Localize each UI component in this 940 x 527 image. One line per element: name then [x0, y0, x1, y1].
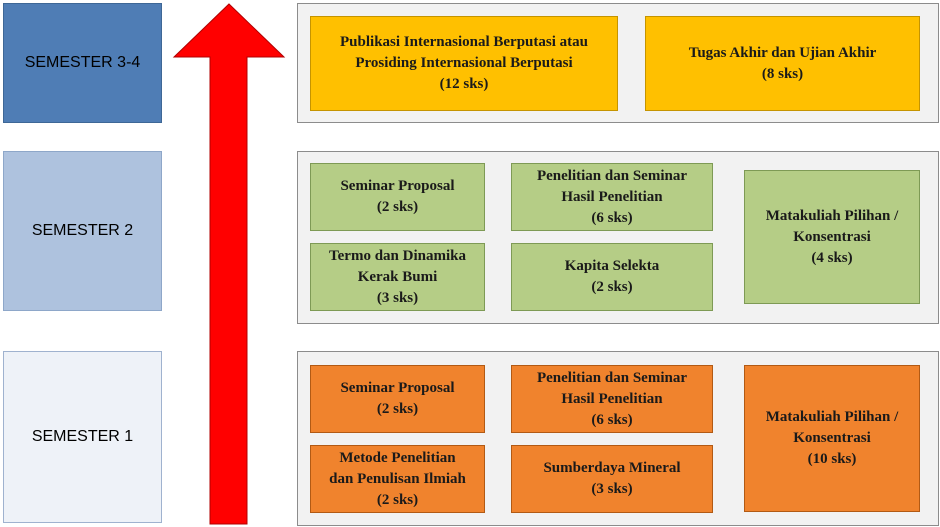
course-title-line: Seminar Proposal: [340, 178, 455, 194]
course-title-line: Metode Penelitian: [339, 449, 456, 466]
course-title-line: Tugas Akhir dan Ujian Akhir: [688, 44, 877, 61]
course-kapita-selekta: [511, 243, 713, 311]
course-title-line: Konsentrasi: [793, 430, 871, 446]
course-publikasi-internasional: [310, 16, 618, 111]
semester-3-4-label: [3, 3, 162, 123]
course-matakuliah-pilihan: [744, 365, 920, 512]
course-sumberdaya-mineral: [511, 445, 713, 513]
course-title-line: Kapita Selekta: [564, 258, 660, 274]
course-title-line: dan Penulisan Ilmiah: [329, 470, 466, 487]
course-credits: (12 sks): [439, 76, 489, 92]
semester-1-text: SEMESTER 1: [31, 428, 134, 445]
course-title-line: Publikasi Internasional Berputasi atau: [340, 34, 588, 50]
course-seminar-proposal: [310, 365, 485, 433]
course-tugas-akhir: [645, 16, 920, 111]
course-credits: (10 sks): [807, 451, 857, 467]
course-title-line: Sumberdaya Mineral: [543, 460, 681, 476]
course-credits: (6 sks): [591, 411, 633, 428]
course-penelitian-seminar: [511, 365, 713, 433]
progression-arrow-icon: [172, 3, 286, 525]
course-penelitian-seminar: [511, 163, 713, 231]
course-seminar-proposal: [310, 163, 485, 231]
arrow-shape: [174, 4, 284, 524]
course-credits: (3 sks): [591, 481, 633, 497]
course-title-line: Seminar Proposal: [340, 380, 455, 396]
semester-3-4-panel: [297, 3, 939, 123]
course-credits: (3 sks): [376, 289, 419, 306]
semester-1-label: [3, 351, 162, 523]
course-title-line: Prosiding Internasional Berputasi: [355, 55, 573, 71]
course-credits: (8 sks): [761, 65, 804, 82]
semester-2-text: SEMESTER 2: [31, 222, 134, 239]
semester-1-panel: [297, 351, 939, 526]
course-metode-penelitian: [310, 445, 485, 513]
course-title-line: Konsentrasi: [793, 228, 871, 245]
course-credits: (2 sks): [591, 279, 633, 295]
semester-3-4-text: SEMESTER 3-4: [24, 54, 141, 71]
course-credits: (2 sks): [376, 401, 419, 417]
course-credits: (2 sks): [376, 199, 419, 215]
semester-2-panel: [297, 151, 939, 324]
course-termo-dinamika: [310, 243, 485, 311]
course-title-line: Kerak Bumi: [357, 268, 438, 285]
course-title-line: Penelitian dan Seminar: [536, 369, 687, 386]
course-credits: (6 sks): [591, 209, 633, 226]
semester-2-label: [3, 151, 162, 311]
course-title-line: Hasil Penelitian: [561, 188, 663, 205]
course-matakuliah-pilihan: [744, 170, 920, 304]
course-credits: (2 sks): [376, 491, 419, 508]
course-title-line: Penelitian dan Seminar: [536, 167, 687, 184]
course-title-line: Matakuliah Pilihan /: [765, 409, 899, 425]
course-title-line: Matakuliah Pilihan /: [765, 207, 899, 224]
course-title-line: Termo dan Dinamika: [329, 247, 466, 264]
course-title-line: Hasil Penelitian: [561, 390, 663, 407]
course-credits: (4 sks): [811, 249, 853, 266]
